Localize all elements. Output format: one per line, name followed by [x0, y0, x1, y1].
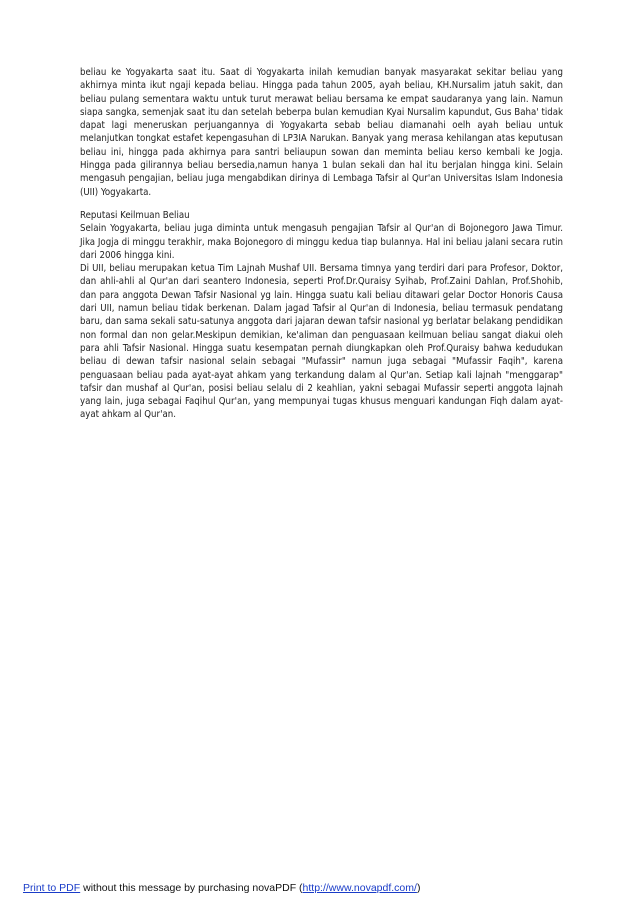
print-to-pdf-link[interactable]: Print to PDF — [23, 882, 81, 894]
footer-closing: ) — [416, 882, 421, 894]
novapdf-url-link[interactable]: http://www.novapdf.com/ — [302, 882, 417, 894]
section-heading: Reputasi Keilmuan Beliau — [80, 209, 190, 221]
footer-text: without this message by purchasing novaPDF ( — [80, 882, 303, 894]
paragraph-uii: Di UII, beliau merupakan ketua Tim Lajnah Mushaf UII. Bersama timnya yang terdiri dari para Profesor, Doktor, dan ahli-ahli al Qur'an dari seantero Indonesia, seperti Prof.Dr.Quraisy Syihab, Prof.Zaini Dahlan, Prof.Shohib, dan para anggota Dewan Tafsir Nasional yg lain. Hingga suatu kali beliau ditawari gelar Doctor Honoris Causa dari UII, namun beliau tidak berkenan. Dalam jagad Tafsir al Qur'an di Indonesia, beliau termasuk pendatang baru, dan sama sekali satu-satunya anggota dari jajaran dewan tafsir nasional yg berlatar belakang pendidikan non formal dan non gelar.Meskipun demikian, ke'aliman dan penguasaan keilmuan beliau sangat diakui oleh para ahli Tafsir Nasional. Hingga suatu kesempatan pernah diungkapkan oleh Prof.Quraisy bahwa kedudukan beliau di dewan tafsir nasional selain sebagai "Mufassir" namun juga sebagai "Mufassir Faqih", karena penguasaan beliau pada ayat-ayat ahkam yang terkandung dalam al Qur'an. Setiap kali lajnah "menggarap" tafsir dan mushaf al Qur'an, posisi beliau selalu di 2 keahlian, yakni sebagai Mufassir seperti anggota lajnah yang lain, juga sebagai Faqihul Qur'an, yang mempunyai tugas khusus menguari kandungan Fiqh dalam ayat-ayat ahkam al Qur'an. — [80, 263, 563, 421]
print-footer — [23, 882, 420, 894]
document-body — [80, 66, 563, 422]
section-spacer — [80, 199, 563, 209]
paragraph-bojonegoro: Selain Yogyakarta, beliau juga diminta untuk mengasuh pengajian Tafsir al Qur'an di Bojonegoro Jawa Timur. Jika Jogja di minggu terakhir, maka Bojonegoro di minggu kedua tiap bulannya. Hal ini beliau jalani secara rutin dari 2006 hingga kini. — [80, 223, 563, 261]
paragraph-biography: beliau ke Yogyakarta saat itu. Saat di Yogyakarta inilah kemudian banyak masyarakat sekitar beliau yang akhirnya minta ikut ngaji kepada beliau. Hingga pada tahun 2005, ayah beliau, KH.Nursalim jatuh sakit, dan beliau pulang sementara waktu untuk turut merawat beliau bersama ke empat saudaranya yang lain. Namun siapa sangka, semenjak saat itu dan setelah beberpa bulan kemudian Kyai Nursalim kapundut, Gus Baha' tidak dapat lagi meneruskan perjuangannya di Yogyakarta sebab beliau diamanahi oelh ayah beliau untuk melanjutkan tongkat estafet kepengasuhan di LP3IA Narukan. Banyak yang merasa kehilangan atas keputusan beliau ini, hingga pada akhirnya para santri beliaupun sowan dan meminta beliau kerso kembali ke Jogja. Hingga pada gilirannya beliau bersedia,namun hanya 1 bulan sekali dan hal itu berjalan hingga kini. Selain mengasuh pengajian, beliau juga mengabdikan dirinya di Lembaga Tafsir al Qur'an Universitas Islam Indonesia (UII) Yogyakarta. — [80, 67, 563, 198]
